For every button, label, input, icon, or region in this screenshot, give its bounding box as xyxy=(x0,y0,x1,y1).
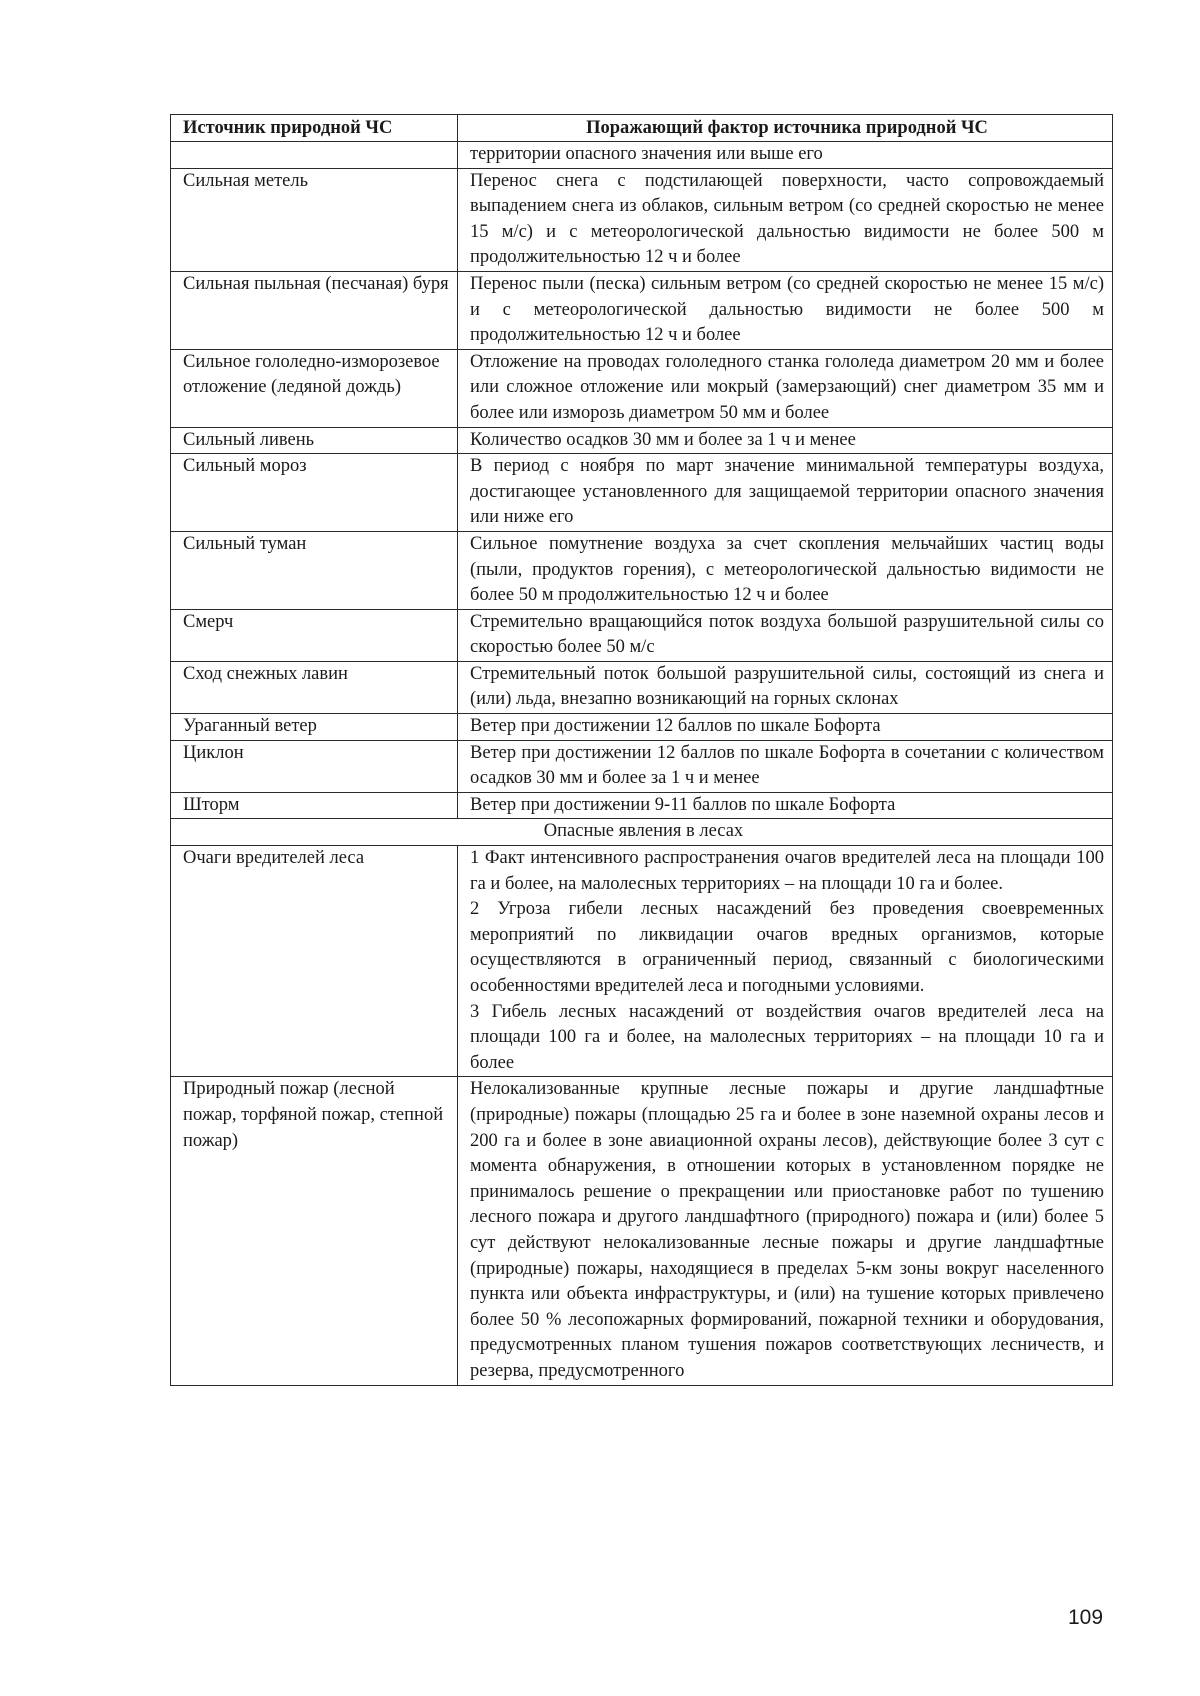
column-header-factor: Поражающий фактор источника природной ЧС xyxy=(458,115,1113,142)
factor-paragraph: Ветер при достижении 9-11 баллов по шкале Бофорта xyxy=(470,794,896,815)
source-cell: Циклон xyxy=(171,740,458,792)
source-cell: Шторм xyxy=(171,792,458,819)
factor-paragraph: Стремительный поток большой разрушительной силы, состоящий из снега и (или) льда, внезапно возникающий на горных склонах xyxy=(470,663,1104,710)
factor-cell xyxy=(458,714,1113,741)
factor-cell xyxy=(458,846,1113,1077)
factor-paragraph: территории опасного значения или выше его xyxy=(470,144,823,164)
factor-cell xyxy=(458,454,1113,532)
factor-paragraph: Сильное помутнение воздуха за счет скопления мельчайших частиц воды (пыли, продуктов горения), с метеорологической дальностью видимости не более 50 м продолжительностью 12 ч и более xyxy=(470,533,1104,606)
table-row xyxy=(171,740,1113,792)
factor-cell xyxy=(458,168,1113,271)
table-row xyxy=(171,714,1113,741)
factor-paragraph: Количество осадков 30 мм и более за 1 ч и менее xyxy=(470,429,856,450)
source-cell: Сильное гололедно-изморозевое отложение (ледяной дождь) xyxy=(171,349,458,427)
factor-paragraph: Стремительно вращающийся поток воздуха большой разрушительной силы со скоростью более 50 м/с xyxy=(470,611,1104,658)
factor-cell xyxy=(458,271,1113,349)
factor-paragraph: 3 Гибель лесных насаждений от воздействия очагов вредителей леса на площади 100 га и более, на малолесных территориях – на площади 10 га и более xyxy=(470,1001,1104,1073)
table-row xyxy=(171,349,1113,427)
factor-cell xyxy=(458,427,1113,454)
factor-paragraph: Нелокализованные крупные лесные пожары и другие ландшафтные (природные) пожары (площадью 25 га и более в зоне наземной охраны лесов и 200 га и более в зоне авиационной охраны лесов), действующие более 3 сут с момента обнаружения, в отношении которых в установленном порядке не принималось решение о прекращении или приостановке работ по тушению лесного пожара и другого ландшафтного (природного) пожара и (или) более 5 сут действуют нелокализованные лесные пожары и другие ландшафтные (природные) пожары, находящиеся в пределах 5-км зоны вокруг населенного пункта или объекта инфраструктуры, и (или) на тушение которых привлечено более 50 % лесопожарных формирований, пожарной техники и оборудования, предусмотренных планом тушения пожаров соответствующих лесничеств, и резерва, предусмотренного xyxy=(470,1079,1104,1381)
factor-paragraph: Перенос пыли (песка) сильным ветром (со средней скоростью не менее 15 м/с) и с метеорологической дальностью видимости не более 500 м продолжительностью 12 ч и более xyxy=(470,273,1104,346)
factor-cell xyxy=(458,1077,1113,1385)
table-row xyxy=(171,846,1113,1077)
table-row xyxy=(171,531,1113,609)
factor-paragraph: 2 Угроза гибели лесных насаждений без проведения своевременных мероприятий по ликвидации очагов вредных организмов, которые осуществляются в ограниченный период, связанный с биологическими особенностями вредителей леса и погодными условиями. xyxy=(470,899,1104,996)
table-row xyxy=(171,142,1113,169)
column-header-source: Источник природной ЧС xyxy=(171,115,458,142)
source-cell: Очаги вредителей леса xyxy=(171,846,458,1077)
table-row xyxy=(171,168,1113,271)
factor-paragraph: 1 Факт интенсивного распространения очагов вредителей леса на площади 100 га и более, на малолесных территориях – на площади 10 га и более. xyxy=(470,848,1104,894)
section-header-row xyxy=(171,819,1113,846)
table-row xyxy=(171,609,1113,661)
factor-cell xyxy=(458,661,1113,713)
source-cell: Сильный ливень xyxy=(171,427,458,454)
factor-cell xyxy=(458,142,1113,169)
factor-cell xyxy=(458,792,1113,819)
factor-paragraph: Ветер при достижении 12 баллов по шкале Бофорта в сочетании с количеством осадков 30 мм и более за 1 ч и менее xyxy=(470,742,1104,789)
source-cell: Природный пожар (лесной пожар, торфяной пожар, степной пожар) xyxy=(171,1077,458,1385)
factor-cell xyxy=(458,349,1113,427)
factor-cell xyxy=(458,531,1113,609)
table-body xyxy=(171,142,1113,1386)
table-row xyxy=(171,454,1113,532)
page-number: 109 xyxy=(1068,1606,1104,1629)
factor-cell xyxy=(458,740,1113,792)
source-cell: Сильная метель xyxy=(171,168,458,271)
table-row xyxy=(171,427,1113,454)
source-cell: Смерч xyxy=(171,609,458,661)
table-row xyxy=(171,792,1113,819)
hazard-table xyxy=(170,114,1113,1386)
source-cell: Сход снежных лавин xyxy=(171,661,458,713)
table-row xyxy=(171,661,1113,713)
table-row xyxy=(171,271,1113,349)
factor-paragraph: Перенос снега с подстилающей поверхности, часто сопровождаемый выпадением снега из облаков, сильным ветром (со средней скоростью не менее 15 м/с) и с метеорологической дальностью видимости не более 500 м продолжительностью 12 ч и более xyxy=(470,170,1104,268)
table-header-row xyxy=(171,115,1113,142)
source-cell: Сильный туман xyxy=(171,531,458,609)
factor-paragraph: Ветер при достижении 12 баллов по шкале Бофорта xyxy=(470,716,881,737)
factor-paragraph: В период с ноября по март значение минимальной температуры воздуха, достигающее установленного для защищаемой территории опасного значения или ниже его xyxy=(470,456,1104,528)
source-cell: Сильная пыльная (песчаная) буря xyxy=(171,271,458,349)
factor-paragraph: Отложение на проводах гололедного станка гололеда диаметром 20 мм и более или сложное отложение или мокрый (замерзающий) снег диаметром 35 мм и более или изморозь диаметром 50 мм и более xyxy=(470,351,1104,423)
source-cell: Ураганный ветер xyxy=(171,714,458,741)
section-title: Опасные явления в лесах xyxy=(171,819,1113,846)
factor-cell xyxy=(458,609,1113,661)
source-cell: Сильный мороз xyxy=(171,454,458,532)
table-row xyxy=(171,1077,1113,1385)
source-cell xyxy=(171,142,458,169)
